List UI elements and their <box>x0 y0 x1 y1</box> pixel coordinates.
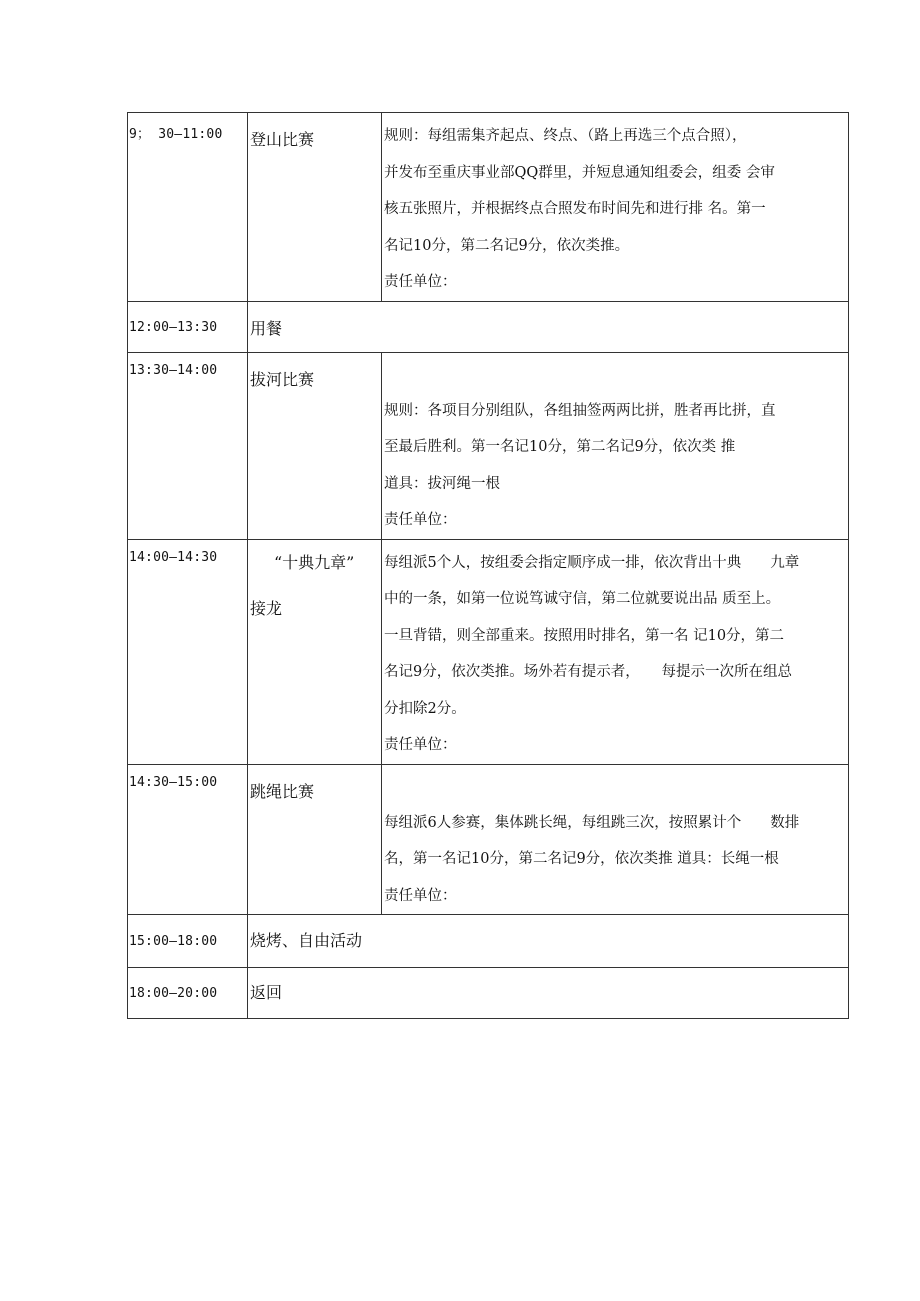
event-cell <box>248 915 849 968</box>
schedule-row <box>128 764 849 915</box>
rule-line: 分扣除2分。 <box>384 700 466 717</box>
time-cell <box>128 352 248 539</box>
event-text: 烧烤、自由活动 <box>250 931 363 950</box>
event-text: 登山比赛 <box>250 130 315 149</box>
rule-line: 每组派6人参赛，集体跳长绳，每组跳三次，按照累计个 数排 <box>384 814 800 831</box>
rule-cell <box>382 539 849 764</box>
rule-line: 名记9分，依次类推。场外若有提示者， 每提示一次所在组总 <box>384 664 792 680</box>
rule-line: 中的一条，如第一位说笃诚守信，第二位就要说出品 质至上。 <box>384 591 781 607</box>
event-cell <box>248 301 849 352</box>
rule-text <box>382 765 848 915</box>
rule-line: 并发布至重庆事业部QQ群里，并短息通知组委会，组委 会审 <box>384 164 775 181</box>
time-cell <box>128 764 248 915</box>
rule-line: 规则：每组需集齐起点、终点、（路上再选三个点合照）， <box>384 128 747 144</box>
event-cell <box>248 968 849 1019</box>
rule-line: 一旦背错，则全部重来。按照用时排名，第一名 记10分，第二 <box>384 627 785 644</box>
event-cell <box>248 352 382 539</box>
event-cell <box>248 764 382 915</box>
time-cell <box>128 915 248 968</box>
rule-line: 至最后胜利。第一名记10分，第二名记9分，依次类 推 <box>384 439 736 455</box>
event-line: “十典九章” <box>274 552 355 572</box>
time-text: 9； 30—11:00 <box>129 127 223 142</box>
event-text: 返回 <box>250 983 283 1002</box>
time-cell <box>128 301 248 352</box>
rule-text <box>382 540 848 764</box>
event-cell <box>248 539 382 764</box>
rule-line: 名记10分，第二名记9分，依次类推。 <box>384 237 630 254</box>
event-text: 跳绳比赛 <box>250 781 315 801</box>
event-line: 接龙 <box>250 598 283 618</box>
schedule-row <box>128 968 849 1019</box>
event-text: 拔河比赛 <box>250 369 315 389</box>
rule-line: 规则：各项目分别组队，各组抽签两两比拼，胜者再比拼，直 <box>384 402 776 419</box>
rule-line: 核五张照片，并根据终点合照发布时间先和进行排 名。第一 <box>384 201 766 217</box>
schedule-table <box>127 112 849 1019</box>
schedule-row <box>128 539 849 764</box>
time-cell <box>128 539 248 764</box>
time-text: 14:00—14:30 <box>129 549 218 565</box>
responsible-unit: 责任单位： <box>384 274 457 290</box>
time-cell <box>128 113 248 302</box>
rule-line: 每组派5个人，按组委会指定顺序成一排，依次背出十典 九章 <box>384 554 800 571</box>
rule-line: 名，第一名记10分，第二名记9分，依次类推 道具：长绳一根 <box>384 851 779 867</box>
time-text: 12:00—13:30 <box>129 319 218 335</box>
rule-text <box>382 113 848 301</box>
rule-cell <box>382 352 849 539</box>
time-text: 13:30—14:00 <box>129 362 218 378</box>
responsible-unit: 责任单位： <box>384 737 457 753</box>
rule-text <box>382 353 848 539</box>
event-text <box>248 540 381 622</box>
schedule-row <box>128 113 849 302</box>
event-text: 用餐 <box>250 318 283 338</box>
schedule-row <box>128 352 849 539</box>
responsible-unit: 责任单位： <box>384 887 457 904</box>
time-cell <box>128 968 248 1019</box>
time-text: 15:00—18:00 <box>129 934 218 949</box>
event-cell <box>248 113 382 302</box>
schedule-row <box>128 915 849 968</box>
time-text: 14:30—15:00 <box>129 774 218 790</box>
time-text: 18:00—20:00 <box>129 986 218 1001</box>
rule-cell <box>382 764 849 915</box>
schedule-row <box>128 301 849 352</box>
rule-cell <box>382 113 849 302</box>
rule-line: 道具：拔河绳一根 <box>384 475 500 492</box>
responsible-unit: 责任单位： <box>384 512 457 528</box>
